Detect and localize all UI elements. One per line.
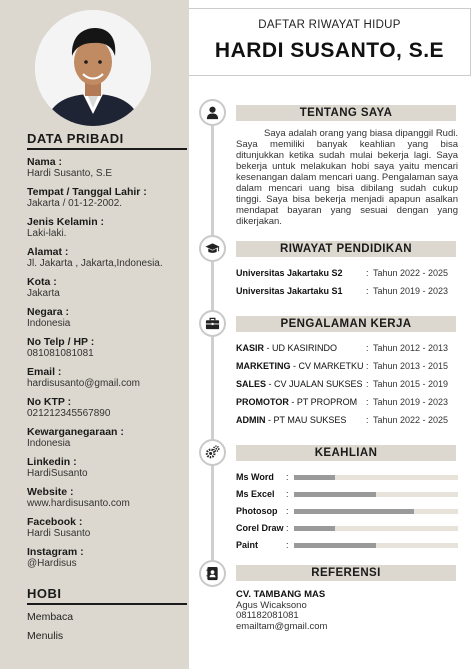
experience-colon: : (366, 343, 369, 353)
personal-fields (27, 156, 187, 576)
left-sidebar (0, 0, 189, 669)
skill-name: Paint (236, 540, 259, 550)
skill-colon: : (286, 506, 289, 516)
header-box (189, 8, 471, 76)
skill-colon: : (286, 523, 289, 533)
experience-years: Tahun 2013 - 2015 (373, 361, 449, 371)
skill-bar-track (294, 475, 458, 480)
personal-field-value: Jl. Jakarta , Jakarta,Indonesia. (27, 258, 163, 269)
education-row (236, 267, 461, 279)
personal-field (27, 516, 187, 539)
contact-book-icon (199, 560, 226, 587)
skill-row (236, 488, 458, 500)
experience-position (236, 360, 364, 372)
document-kind: DAFTAR RIWAYAT HIDUP (258, 19, 401, 31)
personal-field (27, 396, 187, 419)
about-text: Saya adalah orang yang biasa dipanggil Rudi. Saya memiliki banyak keahlian yang bisa ditunjukkan ketika sudah mulai bekerja lagi. Saya bekerja untuk melakukan hobi saya yaitu mencari kesenangan dalam mencari uang. Pengalaman saya dalam mencari uang bisa dibilang sudah cukup tinggi. Saya bisa bekerja menjadi apapun asalkan mendapat bayaran yang sesuai dengan yang dikerjakan. (236, 128, 458, 227)
personal-field-value: 081081081081 (27, 348, 94, 359)
experience-colon: : (366, 361, 369, 371)
personal-field-label: Tempat / Tanggal Lahir : (27, 186, 147, 198)
experience-years: Tahun 2019 - 2023 (373, 397, 449, 407)
experience-row (236, 414, 461, 426)
experience-years: Tahun 2022 - 2025 (373, 415, 449, 425)
skill-bar-fill (294, 509, 414, 514)
hobby-item: Menulis (27, 630, 64, 642)
experience-position (236, 414, 346, 426)
user-icon (199, 99, 226, 126)
skill-bar-fill (294, 526, 335, 531)
personal-field (27, 546, 187, 569)
skill-name: Ms Word (236, 472, 274, 482)
personal-field-label: Website : (27, 486, 74, 498)
experience-role: KASIR (236, 343, 265, 353)
skill-bar-track (294, 509, 458, 514)
personal-field-label: No KTP : (27, 396, 72, 408)
skill-row (236, 539, 458, 551)
skill-name: Photosop (236, 506, 278, 516)
personal-field (27, 486, 187, 509)
experience-row (236, 342, 461, 354)
experience-heading: PENGALAMAN KERJA (236, 316, 456, 332)
personal-field (27, 366, 187, 389)
personal-field-label: Email : (27, 366, 62, 378)
experience-company: - UD KASIRINDO (264, 343, 338, 353)
experience-colon: : (366, 415, 369, 425)
personal-field-label: Instagram : (27, 546, 84, 558)
personal-field (27, 186, 187, 209)
skill-bar-fill (294, 475, 335, 480)
personal-field-value: @Hardisus (27, 558, 77, 569)
experience-company: - CV JUALAN SUKSES (266, 379, 363, 389)
reference-company: CV. TAMBANG MAS (236, 589, 326, 600)
skill-bar-track (294, 526, 458, 531)
skills-heading: KEAHLIAN (236, 445, 456, 461)
skill-bar-track (294, 492, 458, 497)
personal-field-value: Hardi Susanto (27, 528, 91, 539)
experience-position (236, 378, 363, 390)
experience-years: Tahun 2012 - 2013 (373, 343, 449, 353)
personal-field-label: Linkedin : (27, 456, 77, 468)
personal-field-value: Indonesia (27, 318, 71, 329)
education-row (236, 285, 461, 297)
skill-row (236, 522, 458, 534)
personal-field (27, 336, 187, 359)
personal-field-value: Hardi Susanto, S.E (27, 168, 113, 179)
reference-email: emailtam@gmail.com (236, 620, 328, 632)
person-name: HARDI SUSANTO, S.E (214, 39, 445, 62)
hobby-list (27, 611, 73, 649)
personal-field-label: No Telp / HP : (27, 336, 95, 348)
personal-field-value: Jakarta / 01-12-2002. (27, 198, 123, 209)
education-heading: RIWAYAT PENDIDIKAN (236, 241, 456, 257)
experience-row (236, 396, 461, 408)
reference-block (236, 590, 456, 632)
education-colon: : (366, 286, 369, 296)
education-years: Tahun 2022 - 2025 (373, 268, 449, 278)
skill-name: Ms Excel (236, 489, 275, 499)
experience-row (236, 378, 461, 390)
experience-role: MARKETING (236, 361, 291, 371)
personal-field (27, 306, 187, 329)
reference-heading: REFERENSI (236, 565, 456, 581)
education-school: Universitas Jakartaku S2 (236, 268, 343, 278)
personal-field (27, 426, 187, 449)
hobby-heading: HOBI (27, 586, 187, 605)
experience-role: ADMIN (236, 415, 266, 425)
personal-field (27, 276, 187, 299)
skill-name: Corel Draw (236, 523, 284, 533)
experience-company: - PT MAU SUKSES (265, 415, 347, 425)
experience-company: - CV MARKETKU (290, 361, 364, 371)
personal-field-value: 021212345567890 (27, 408, 111, 419)
reference-phone: 081182081081 (236, 610, 299, 621)
skill-row (236, 505, 458, 517)
graduation-cap-icon (199, 235, 226, 262)
experience-position (236, 342, 337, 354)
personal-field-value: Jakarta (27, 288, 60, 299)
personal-field-label: Nama : (27, 156, 63, 168)
experience-role: PROMOTOR (236, 397, 289, 407)
personal-field-label: Kota : (27, 276, 57, 288)
timeline-line (211, 100, 214, 580)
skill-bar-fill (294, 543, 376, 548)
personal-field-label: Negara : (27, 306, 70, 318)
personal-field-value: Laki-laki. (27, 228, 67, 239)
personal-field-label: Facebook : (27, 516, 83, 528)
personal-field-value: HardiSusanto (27, 468, 88, 479)
skill-colon: : (286, 540, 289, 550)
briefcase-icon (199, 310, 226, 337)
profile-photo-illustration (35, 10, 151, 126)
reference-person: Agus Wicaksono (236, 599, 307, 611)
personal-data-heading: DATA PRIBADI (27, 131, 187, 150)
about-heading: TENTANG SAYA (236, 105, 456, 121)
experience-role: SALES (236, 379, 267, 389)
experience-years: Tahun 2015 - 2019 (373, 379, 449, 389)
experience-row (236, 360, 461, 372)
personal-field (27, 156, 187, 179)
gears-icon (199, 439, 226, 466)
profile-photo (35, 10, 151, 126)
skill-row (236, 471, 458, 483)
experience-position (236, 396, 357, 408)
personal-field (27, 216, 187, 239)
experience-company: - PT PROPROM (288, 397, 358, 407)
personal-field (27, 246, 187, 269)
education-colon: : (366, 268, 369, 278)
personal-field-value: hardisusanto@gmail.com (27, 378, 140, 389)
hobby-item: Membaca (27, 611, 74, 623)
skill-bar-track (294, 543, 458, 548)
skill-colon: : (286, 472, 289, 482)
skill-bar-fill (294, 492, 376, 497)
personal-field-value: www.hardisusanto.com (27, 498, 130, 509)
experience-colon: : (366, 379, 369, 389)
education-school: Universitas Jakartaku S1 (236, 286, 343, 296)
personal-field-label: Kewarganegaraan : (27, 426, 124, 438)
personal-field (27, 456, 187, 479)
education-years: Tahun 2019 - 2023 (373, 286, 449, 296)
personal-field-label: Alamat : (27, 246, 69, 258)
personal-field-label: Jenis Kelamin : (27, 216, 105, 228)
skill-colon: : (286, 489, 289, 499)
personal-field-value: Indonesia (27, 438, 71, 449)
experience-colon: : (366, 397, 369, 407)
